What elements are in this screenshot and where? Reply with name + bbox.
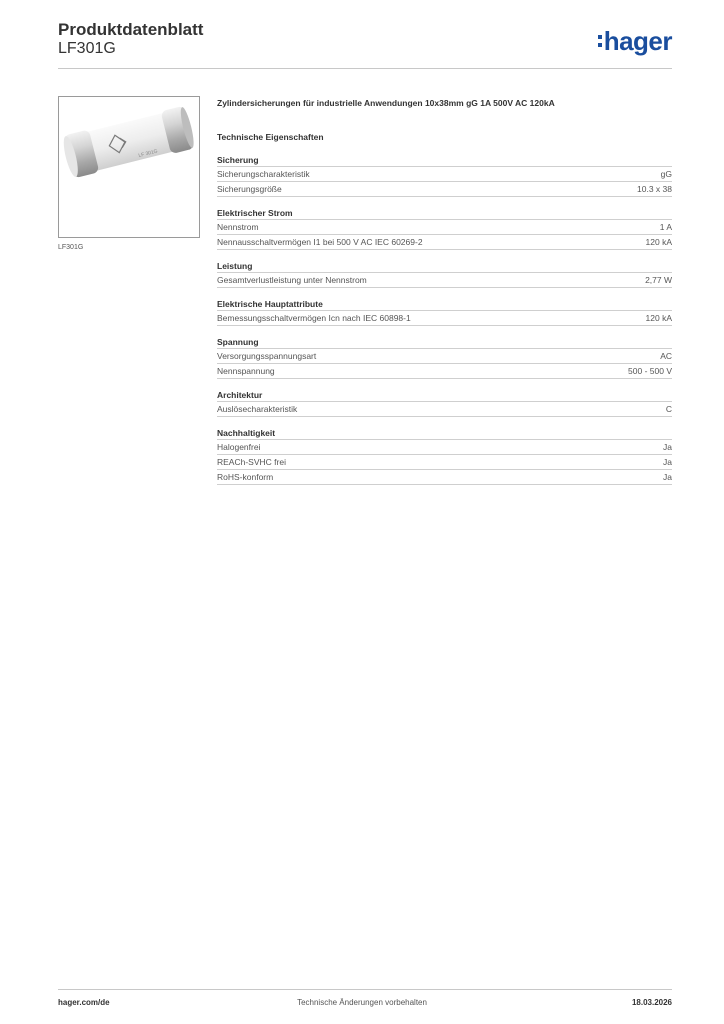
spec-value: 120 kA xyxy=(645,237,672,247)
spec-label: Nennspannung xyxy=(217,366,275,376)
section-title: Architektur xyxy=(217,390,263,400)
spec-value: C xyxy=(665,404,672,414)
specifications xyxy=(217,96,672,485)
spec-table xyxy=(217,439,672,485)
spec-label: Bemessungsschaltvermögen Icn nach IEC 60898-1 xyxy=(217,313,411,323)
spec-section xyxy=(217,336,672,379)
tech-properties-heading: Technische Eigenschaften xyxy=(217,132,324,142)
spec-row xyxy=(217,310,672,326)
spec-table xyxy=(217,401,672,417)
header-divider xyxy=(58,68,672,69)
svg-text:LF 301G: LF 301G xyxy=(137,148,159,159)
spec-section xyxy=(217,154,672,197)
spec-value: 500 - 500 V xyxy=(628,366,672,376)
product-image-caption: LF301G xyxy=(58,244,84,251)
spec-row xyxy=(217,469,672,485)
spec-table xyxy=(217,166,672,197)
logo-text: hager xyxy=(603,26,672,56)
product-code: LF301G xyxy=(58,40,116,57)
spec-row xyxy=(217,439,672,454)
spec-label: Gesamtverlustleistung unter Nennstrom xyxy=(217,275,367,285)
spec-section xyxy=(217,389,672,417)
spec-value: 1 A xyxy=(659,222,672,232)
spec-label: Sicherungsgröße xyxy=(217,184,282,194)
section-title: Sicherung xyxy=(217,155,259,165)
spec-label: Sicherungscharakteristik xyxy=(217,169,310,179)
spec-label: Halogenfrei xyxy=(217,442,261,452)
spec-value: Ja xyxy=(663,442,672,452)
spec-row xyxy=(217,219,672,234)
spec-table xyxy=(217,219,672,250)
page-title: Produktdatenblatt xyxy=(58,20,204,39)
section-title: Elektrischer Strom xyxy=(217,208,293,218)
footer-notice: Technische Änderungen vorbehalten xyxy=(297,998,427,1007)
spec-label: Auslösecharakteristik xyxy=(217,404,298,414)
spec-section xyxy=(217,260,672,288)
spec-row xyxy=(217,181,672,197)
footer-divider xyxy=(58,989,672,990)
spec-row xyxy=(217,234,672,250)
footer-date: 18.03.2026 xyxy=(631,998,672,1007)
spec-value: Ja xyxy=(663,457,672,467)
spec-value: 2,77 W xyxy=(645,275,672,285)
spec-value: 120 kA xyxy=(645,313,672,323)
spec-value: Ja xyxy=(663,472,672,482)
spec-label: RoHS-konform xyxy=(217,472,274,482)
spec-section xyxy=(217,298,672,326)
spec-row xyxy=(217,454,672,469)
footer-website: hager.com/de xyxy=(58,998,110,1007)
cylindrical-fuse-icon xyxy=(59,97,199,237)
section-title: Spannung xyxy=(217,337,259,347)
spec-section xyxy=(217,207,672,250)
product-image xyxy=(58,96,200,238)
spec-label: REACh-SVHC frei xyxy=(217,457,286,467)
spec-label: Nennstrom xyxy=(217,222,259,232)
spec-row xyxy=(217,166,672,181)
spec-row xyxy=(217,272,672,288)
section-title: Leistung xyxy=(217,261,253,271)
spec-table xyxy=(217,310,672,326)
spec-table xyxy=(217,348,672,379)
spec-row xyxy=(217,363,672,379)
spec-table xyxy=(217,272,672,288)
spec-value: 10.3 x 38 xyxy=(637,184,672,194)
spec-row xyxy=(217,348,672,363)
product-description: Zylindersicherungen für industrielle Anwendungen 10x38mm gG 1A 500V AC 120kA xyxy=(217,98,555,108)
section-title: Elektrische Hauptattribute xyxy=(217,299,323,309)
spec-value: gG xyxy=(660,169,672,179)
spec-label: Nennausschaltvermögen I1 bei 500 V AC IEC 60269-2 xyxy=(217,237,423,247)
spec-label: Versorgungsspannungsart xyxy=(217,351,317,361)
spec-section xyxy=(217,427,672,485)
section-title: Nachhaltigkeit xyxy=(217,428,276,438)
spec-row xyxy=(217,401,672,417)
spec-value: AC xyxy=(660,351,672,361)
hager-logo xyxy=(598,28,672,54)
logo-dots-icon xyxy=(598,33,602,49)
